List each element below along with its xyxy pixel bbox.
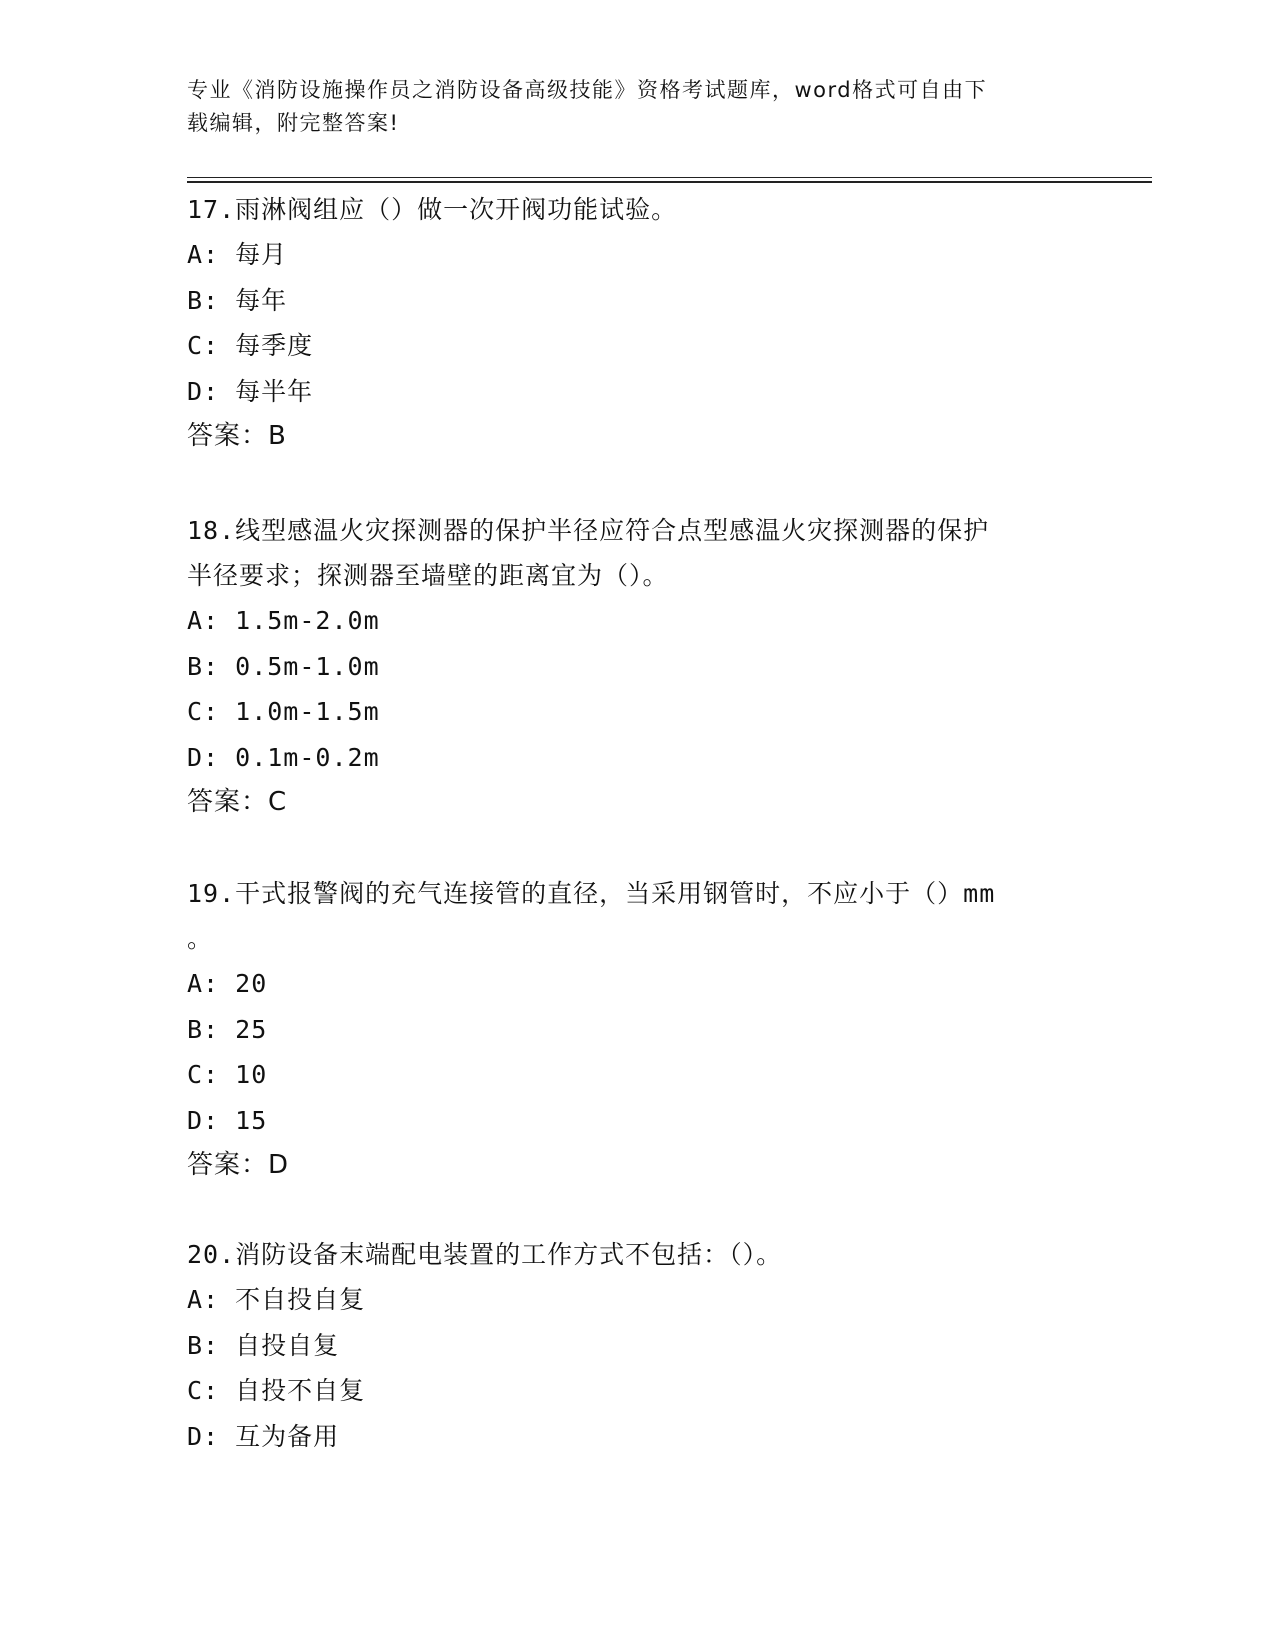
answer-line: 答案：B	[187, 421, 287, 451]
header-line-2: 载编辑，附完整答案!	[187, 111, 400, 135]
option-c: C: 1.0m-1.5m	[187, 697, 380, 726]
option-d: D: 每半年	[187, 376, 314, 406]
option-b: B: 25	[187, 1014, 268, 1044]
option-b: B: 0.5m-1.0m	[187, 651, 380, 681]
option-c: C: 10	[187, 1060, 268, 1089]
answer-line: 答案：C	[187, 787, 288, 817]
question-18	[187, 508, 1087, 825]
option-d: D: 15	[187, 1105, 268, 1135]
question-stem-line-1: 19.干式报警阀的充气连接管的直径，当采用钢管时，不应小于（）mm	[187, 879, 996, 908]
header-divider-thick	[187, 181, 1152, 183]
question-20	[187, 1232, 1087, 1459]
option-c: C: 自投不自复	[187, 1376, 366, 1405]
header-line-1: 专业《消防设施操作员之消防设备高级技能》资格考试题库，word格式可自由下	[187, 78, 988, 102]
option-a: A: 不自投自复	[187, 1285, 366, 1314]
option-a: A: 每月	[187, 240, 288, 269]
option-b: B: 自投自复	[187, 1330, 340, 1360]
question-stem-line-1: 18.线型感温火灾探测器的保护半径应符合点型感温火灾探测器的保护	[187, 516, 990, 545]
header-divider-thin	[187, 177, 1152, 178]
option-a: A: 20	[187, 969, 268, 998]
question-17	[187, 187, 1087, 459]
answer-line: 答案：D	[187, 1150, 290, 1180]
question-stem: 17.雨淋阀组应（）做一次开阀功能试验。	[187, 195, 678, 224]
option-c: C: 每季度	[187, 331, 314, 360]
question-stem-line-2: 。	[187, 924, 214, 953]
option-d: D: 互为备用	[187, 1421, 340, 1451]
question-stem: 20.消防设备末端配电装置的工作方式不包括：（）。	[187, 1240, 783, 1269]
question-19	[187, 871, 1087, 1188]
question-stem-line-2: 半径要求；探测器至墙壁的距离宜为（）。	[187, 561, 669, 590]
option-b: B: 每年	[187, 285, 288, 315]
document-header	[187, 74, 1067, 140]
option-d: D: 0.1m-0.2m	[187, 742, 380, 772]
option-a: A: 1.5m-2.0m	[187, 606, 380, 635]
